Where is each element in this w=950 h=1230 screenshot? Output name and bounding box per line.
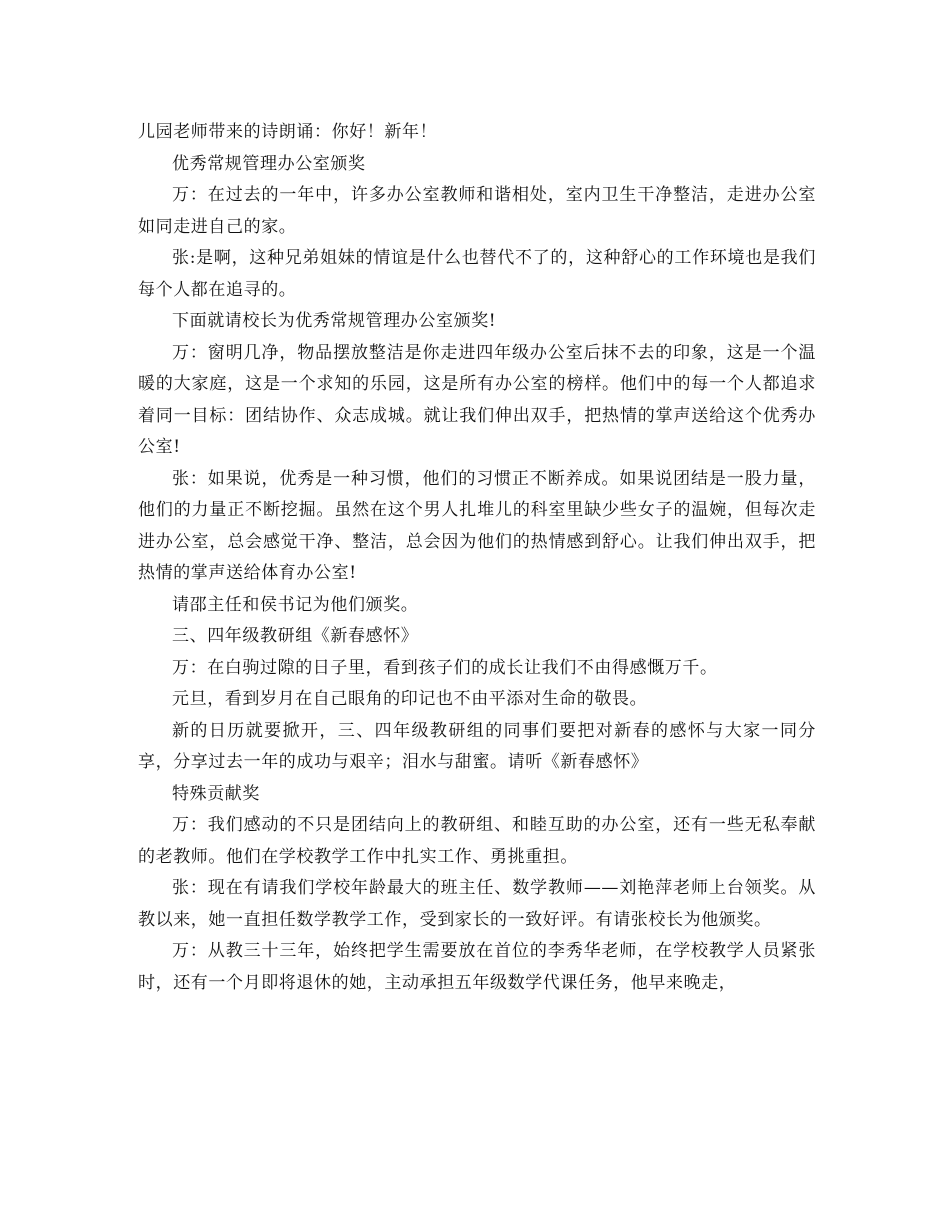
paragraph: 万：我们感动的不只是团结向上的教研组、和睦互助的办公室，还有一些无私奉献的老教师。他们在学校教学工作中扎实工作、勇挑重担。 — [138, 815, 816, 867]
paragraph: 请邵主任和侯书记为他们颁奖。 — [172, 594, 419, 615]
paragraph: 张:是啊，这种兄弟姐妹的情谊是什么也替代不了的，这种舒心的工作环境也是我们每个人都在追寻的。 — [138, 248, 816, 300]
section-heading: 优秀常规管理办公室颁奖 — [172, 153, 366, 174]
paragraph: 万：从教三十三年，始终把学生需要放在首位的李秀华老师，在学校教学人员紧张时，还有一个月即将退休的她，主动承担五年级数学代课任务，他早来晚走， — [138, 941, 816, 993]
section-heading: 特殊贡献奖 — [172, 783, 260, 804]
paragraph: 万：在白驹过隙的日子里，看到孩子们的成长让我们不由得感慨万千。 — [172, 657, 718, 678]
paragraph: 张：如果说，优秀是一种习惯，他们的习惯正不断养成。如果说团结是一股力量，他们的力量正不断挖掘。虽然在这个男人扎堆儿的科室里缺少些女子的温婉，但每次走进办公室，总会感觉干净、整洁，总会因为他们的热情感到舒心。让我们伸出双手，把热情的掌声送给体育办公室! — [138, 468, 816, 583]
paragraph: 元旦，看到岁月在自己眼角的印记也不由平添对生命的敬畏。 — [172, 689, 648, 709]
paragraph: 张：现在有请我们学校年龄最大的班主任、数学教师——刘艳萍老师上台领奖。从教以来，她一直担任数学教学工作，受到家长的一致好评。有请张校长为他颁奖。 — [138, 878, 816, 930]
document-body — [138, 117, 816, 999]
paragraph: 下面就请校长为优秀常规管理办公室颁奖! — [172, 311, 497, 331]
paragraph: 新的日历就要掀开，三、四年级教研组的同事们要把对新春的感怀与大家一同分享，分享过去一年的成功与艰辛；泪水与甜蜜。请听《新春感怀》 — [138, 720, 816, 772]
paragraph: 儿园老师带来的诗朗诵：你好！新年！ — [138, 122, 438, 142]
section-heading: 三、四年级教研组《新春感怀》 — [172, 626, 419, 646]
paragraph: 万：在过去的一年中，许多办公室教师和谐相处，室内卫生干净整洁，走进办公室如同走进自己的家。 — [138, 185, 816, 237]
paragraph: 万：窗明几净，物品摆放整洁是你走进四年级办公室后抹不去的印象，这是一个温暖的大家庭，这是一个求知的乐园，这是所有办公室的榜样。他们中的每一个人都追求着同一目标：团结协作、众志成城。就让我们伸出双手，把热情的掌声送给这个优秀办公室! — [138, 342, 816, 457]
